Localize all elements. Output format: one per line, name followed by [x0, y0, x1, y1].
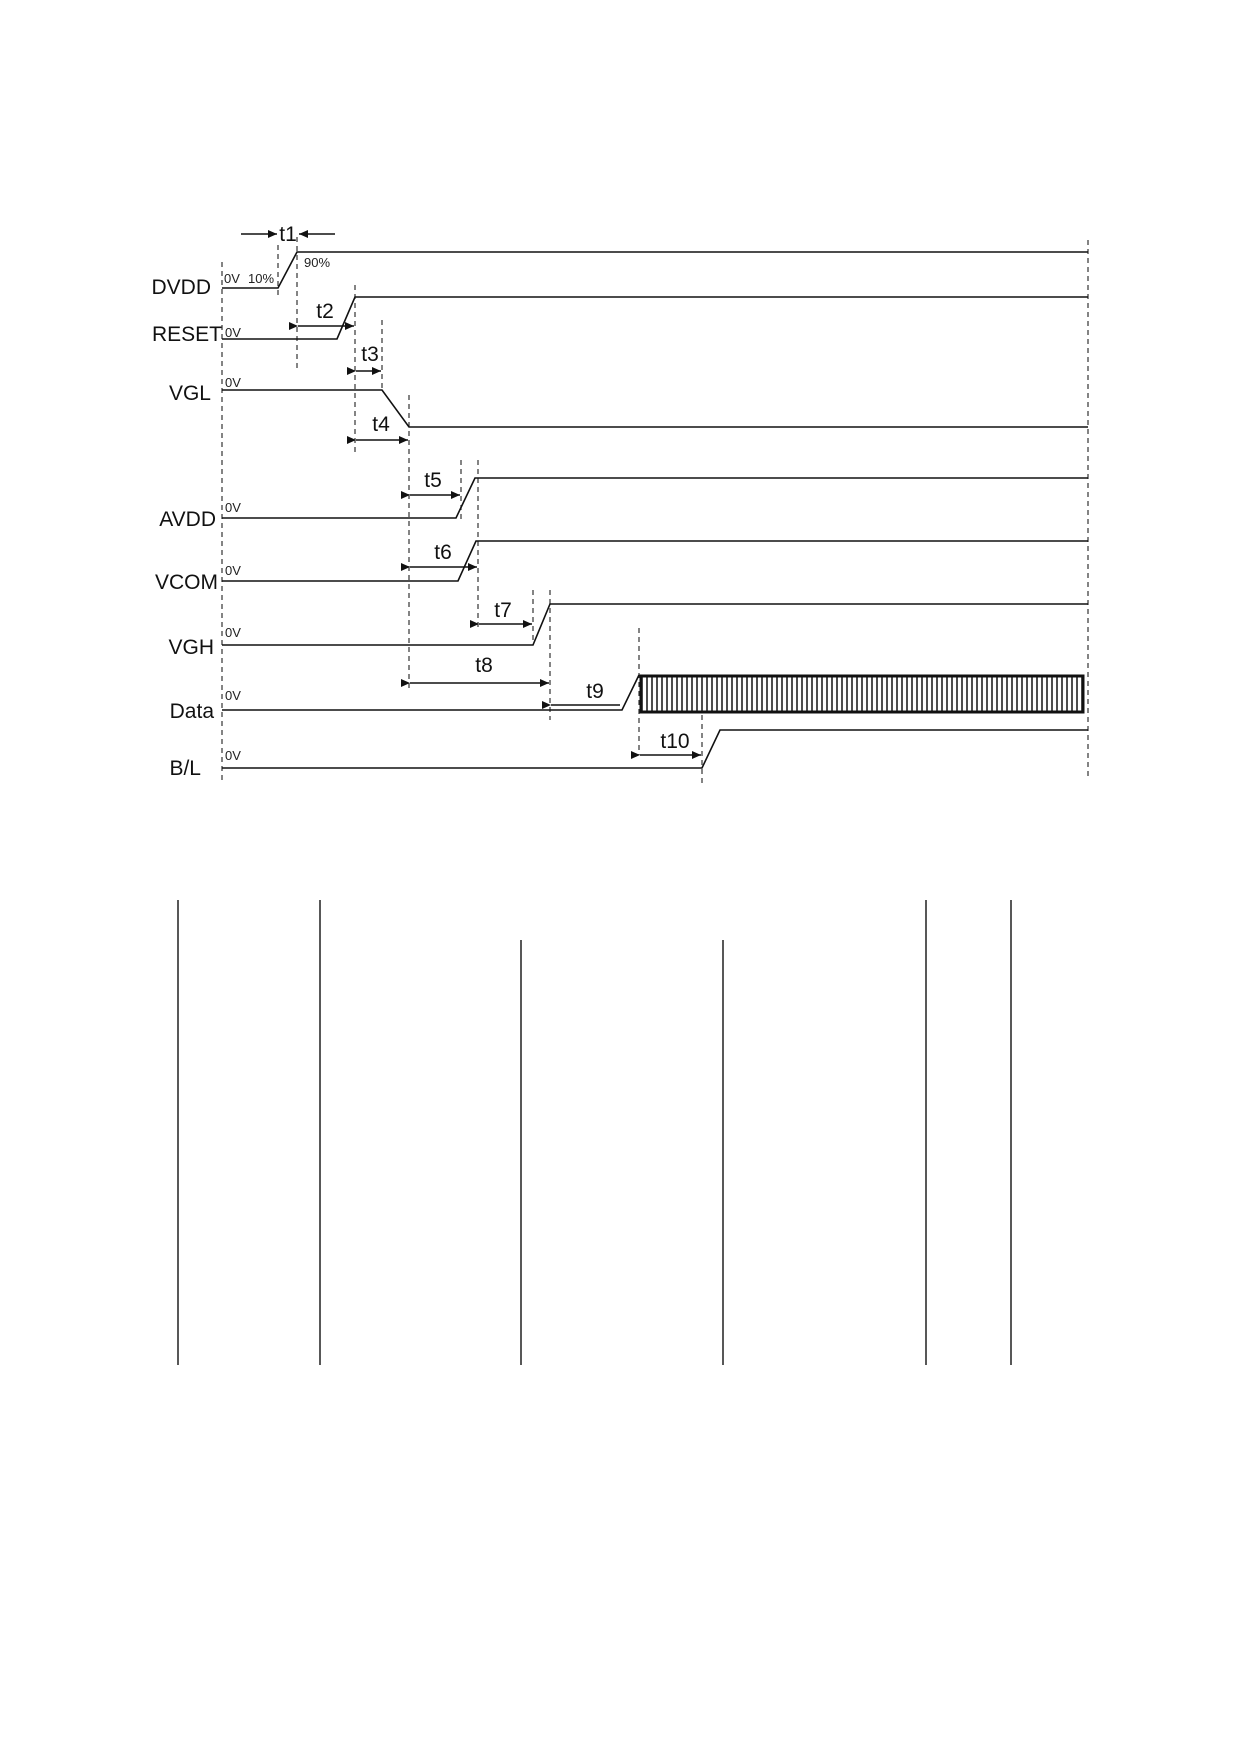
- zero-label-dvdd: 0V: [224, 271, 240, 286]
- label-t2: t2: [316, 300, 334, 323]
- label-t4: t4: [372, 413, 390, 436]
- wave-reset: [222, 297, 1088, 339]
- signal-label-bl: B/L: [169, 757, 201, 780]
- signal-label-vcom: VCOM: [155, 571, 218, 594]
- threshold-label-90: 90%: [304, 255, 331, 270]
- label-t9: t9: [586, 680, 604, 703]
- signal-label-avdd: AVDD: [159, 508, 216, 531]
- wave-vcom: [222, 541, 1088, 581]
- data-valid-block: [641, 676, 1083, 712]
- wave-avdd: [222, 478, 1088, 518]
- zero-label-reset: 0V: [225, 325, 241, 340]
- interval-labels: [279, 223, 689, 753]
- zero-label-vcom: 0V: [225, 563, 241, 578]
- label-t8: t8: [475, 654, 493, 677]
- lower-table-lines: [178, 900, 1011, 1365]
- signal-label-vgl: VGL: [168, 382, 211, 405]
- wave-vgh: [222, 604, 1088, 645]
- signal-labels: [151, 276, 222, 780]
- label-t3: t3: [361, 343, 379, 366]
- signal-label-vgh: VGH: [168, 636, 214, 659]
- signal-label-dvdd: DVDD: [151, 276, 211, 299]
- zero-label-vgh: 0V: [225, 625, 241, 640]
- zero-label-bl: 0V: [225, 748, 241, 763]
- zero-volt-labels: [224, 255, 330, 763]
- label-t7: t7: [494, 599, 512, 622]
- threshold-label-10: 10%: [248, 271, 275, 286]
- label-t5: t5: [424, 469, 442, 492]
- signal-label-reset: RESET: [151, 323, 222, 346]
- zero-label-vgl: 0V: [225, 375, 241, 390]
- wave-dvdd: [222, 252, 1088, 288]
- zero-label-data: 0V: [225, 688, 241, 703]
- label-t6: t6: [434, 541, 452, 564]
- label-t1: t1: [279, 223, 297, 246]
- label-t10: t10: [660, 730, 690, 753]
- zero-label-avdd: 0V: [225, 500, 241, 515]
- wave-vgl: [222, 390, 1088, 427]
- signal-label-data: Data: [169, 700, 214, 723]
- wave-bl: [222, 730, 1088, 768]
- interval-arrows: [241, 234, 701, 755]
